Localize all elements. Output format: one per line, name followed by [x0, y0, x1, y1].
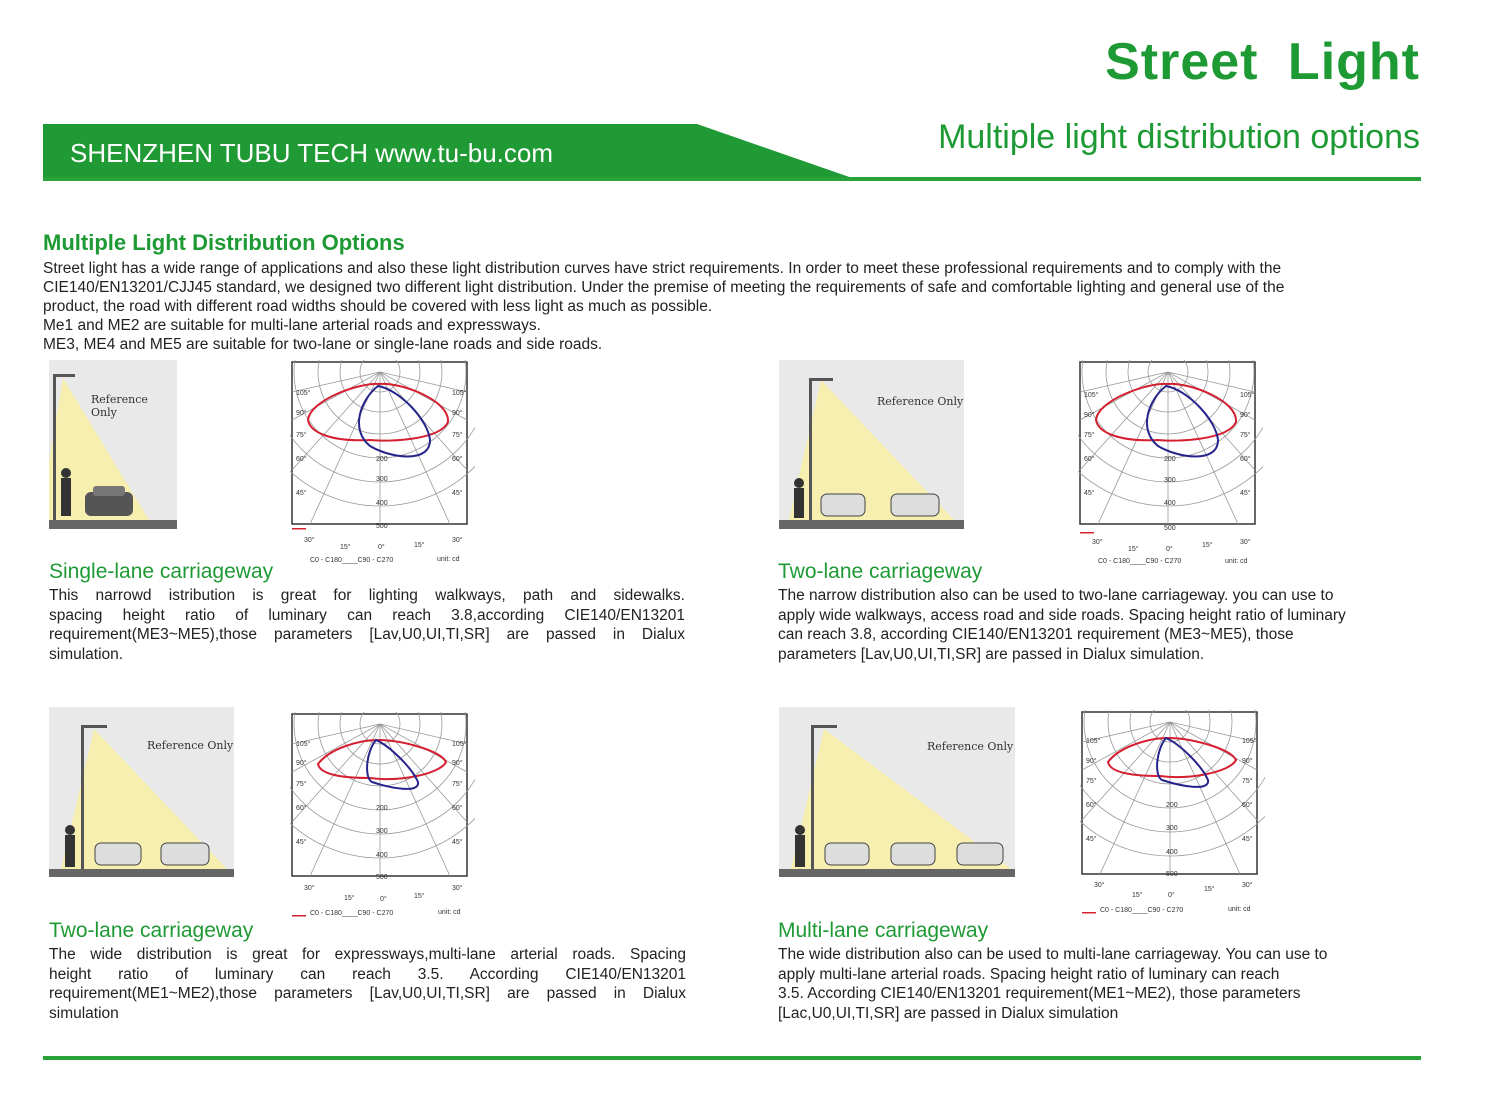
polar-bottom-angle: 0°	[378, 544, 385, 551]
polar-bottom-angle: 0°	[380, 896, 387, 903]
card-text	[49, 586, 685, 664]
polar-angle-label: 60°	[1086, 802, 1097, 809]
bottom-divider	[43, 1056, 1421, 1060]
road-illustration-graphic	[779, 360, 964, 529]
polar-labels	[290, 712, 475, 922]
polar-angle-label: 60°	[296, 456, 307, 463]
card-text	[49, 945, 686, 1023]
polar-radial-label: 300	[1166, 825, 1178, 832]
polar-bottom-angle: 15°	[340, 544, 351, 551]
polar-bottom-angle: 15°	[1128, 546, 1139, 553]
polar-bottom-angle: 15°	[344, 895, 355, 902]
polar-angle-label: 105°	[452, 390, 467, 397]
polar-legend: C0 - C180____C90 - C270	[310, 910, 394, 917]
polar-radial-label: 400	[1164, 500, 1176, 507]
card-line: apply wide walkways, access road and side roads. Spacing height ratio of luminary	[778, 606, 1346, 624]
card-line: simulation	[49, 1004, 119, 1022]
road-illustration	[49, 707, 234, 877]
intro-line: ME3, ME4 and ME5 are suitable for two-lane or single-lane roads and side roads.	[43, 336, 603, 353]
polar-angle-label: 75°	[452, 432, 463, 439]
polar-angle-label: 90°	[452, 410, 463, 417]
card-line: The wide distribution is great for expressways,multi-lane arterial roads. Spacing	[49, 946, 686, 963]
polar-angle-label: 75°	[1242, 778, 1253, 785]
polar-angle-label: 105°	[296, 741, 311, 748]
polar-bottom-angle: 30°	[1242, 882, 1253, 889]
polar-radial-label: 200	[376, 805, 388, 812]
polar-angle-label: 105°	[1240, 392, 1255, 399]
card-line: can reach 3.8, according CIE140/EN13201 requirement (ME3~ME5), those	[778, 626, 1294, 643]
polar-labels	[1080, 710, 1265, 920]
polar-angle-label: 105°	[1242, 738, 1257, 745]
card-title: Multi-lane carriageway	[778, 919, 989, 942]
polar-bottom-angle: 15°	[1202, 542, 1213, 549]
card-line: simulation.	[49, 645, 124, 663]
road-illustration-graphic	[779, 707, 1015, 877]
polar-angle-label: 45°	[1240, 490, 1251, 497]
polar-angle-label: 45°	[1086, 836, 1097, 843]
road-illustration	[49, 360, 177, 529]
polar-bottom-angle: 30°	[304, 537, 315, 544]
polar-angle-label: 90°	[296, 760, 307, 767]
polar-angle-label: 45°	[452, 839, 463, 846]
polar-radial-label: 500	[376, 523, 388, 530]
company-line: SHENZHEN TUBU TECH www.tu-bu.com	[70, 138, 554, 168]
polar-angle-label: 75°	[452, 781, 463, 788]
polar-angle-label: 90°	[452, 760, 463, 767]
polar-radial-label: 500	[1164, 525, 1176, 532]
polar-bottom-angle: 30°	[1240, 539, 1251, 546]
polar-unit: unit: cd	[1228, 906, 1251, 913]
polar-angle-label: 60°	[452, 456, 463, 463]
polar-legend: C0 - C180____C90 - C270	[1100, 907, 1184, 914]
card-line: spacing height ratio of luminary can reach 3.8,according CIE140/EN13201	[49, 606, 685, 624]
polar-radial-label: 200	[1166, 802, 1178, 809]
road-illustration-graphic	[49, 360, 177, 529]
polar-bottom-angle: 15°	[414, 893, 425, 900]
card-title: Two-lane carriageway	[49, 919, 254, 942]
intro-line: product, the road with different road widths should be covered with less light as much as possible.	[43, 298, 713, 315]
card-line: [Lac,U0,UI,TI,SR] are passed in Dialux simulation	[778, 1004, 1119, 1022]
polar-angle-label: 75°	[1086, 778, 1097, 785]
polar-angle-label: 45°	[1242, 836, 1253, 843]
polar-radial-label: 400	[376, 500, 388, 507]
polar-bottom-angle: 15°	[414, 542, 425, 549]
card-text	[778, 945, 1438, 1023]
card-line: The wide distribution also can be used to multi-lane carriageway. You can use to	[778, 946, 1328, 963]
intro-line: CIE140/EN13201/CJJ45 standard, we designed two different light distribution. Under the premise of meeting the requirements of safe and comfortable lighting and general use of the	[43, 279, 1285, 296]
polar-angle-label: 75°	[296, 781, 307, 788]
polar-angle-label: 105°	[1084, 392, 1099, 399]
polar-angle-label: 90°	[1242, 758, 1253, 765]
card-text	[778, 586, 1438, 664]
polar-radial-label: 300	[1164, 477, 1176, 484]
polar-bottom-angle: 15°	[1132, 892, 1143, 899]
card-title: Two-lane carriageway	[778, 560, 983, 583]
card-title: Single-lane carriageway	[49, 560, 274, 583]
polar-angle-label: 45°	[296, 839, 307, 846]
intro-line: Street light has a wide range of applications and also these light distribution curves have strict requirements. In order to meet these professional requirements and to comply with the	[43, 260, 1282, 277]
reference-label: Reference Only	[877, 395, 964, 408]
card-line: 3.5. According CIE140/EN13201 requirement(ME1~ME2), those parameters	[778, 985, 1301, 1002]
polar-angle-label: 90°	[1240, 412, 1251, 419]
polar-radial-label: 300	[376, 476, 388, 483]
polar-bottom-angle: 30°	[304, 885, 315, 892]
road-illustration-graphic	[49, 707, 234, 877]
polar-unit: unit: cd	[438, 909, 461, 916]
polar-angle-label: 105°	[1086, 738, 1101, 745]
polar-angle-label: 90°	[1084, 412, 1095, 419]
polar-unit: unit: cd	[437, 556, 460, 563]
polar-radial-label: 300	[376, 828, 388, 835]
polar-angle-label: 60°	[296, 805, 307, 812]
polar-radial-label: 500	[376, 874, 388, 881]
polar-labels	[290, 360, 475, 570]
section-heading: Multiple Light Distribution Options	[43, 230, 405, 255]
polar-radial-label: 200	[1164, 456, 1176, 463]
intro-paragraph	[43, 259, 1443, 354]
polar-angle-label: 105°	[452, 741, 467, 748]
polar-radial-label: 400	[376, 852, 388, 859]
polar-bottom-angle: 30°	[1094, 882, 1105, 889]
card-line: apply multi-lane arterial roads. Spacing height ratio of luminary can reach	[778, 965, 1280, 983]
card-line: height ratio of luminary can reach 3.5. According CIE140/EN13201	[49, 965, 686, 983]
polar-angle-label: 60°	[452, 805, 463, 812]
polar-angle-label: 90°	[1086, 758, 1097, 765]
card-line: This narrowd istribution is great for lighting walkways, path and sidewalks.	[49, 587, 685, 604]
polar-angle-label: 75°	[296, 432, 307, 439]
card-line: requirement(ME3~ME5),those parameters [Lav,U0,UI,TI,SR] are passed in Dialux	[49, 626, 685, 643]
road-illustration	[779, 360, 964, 529]
polar-angle-label: 60°	[1084, 456, 1095, 463]
reference-label: Reference Only	[91, 393, 148, 419]
polar-angle-label: 75°	[1084, 432, 1095, 439]
polar-legend: C0 - C180____C90 - C270	[310, 557, 394, 564]
polar-angle-label: 75°	[1240, 432, 1251, 439]
polar-radial-label: 200	[376, 456, 388, 463]
polar-angle-label: 60°	[1242, 802, 1253, 809]
polar-bottom-angle: 0°	[1168, 892, 1175, 899]
polar-bottom-angle: 15°	[1204, 886, 1215, 893]
card-line: The narrow distribution also can be used to two-lane carriageway. you can use to	[778, 587, 1334, 604]
polar-angle-label: 60°	[1240, 456, 1251, 463]
reference-label: Reference Only	[927, 740, 1014, 753]
page-subtitle: Multiple light distribution options	[938, 118, 1420, 156]
page-title: Street Light	[1105, 33, 1420, 91]
reference-label: Reference Only	[147, 739, 234, 752]
polar-bottom-angle: 30°	[452, 537, 463, 544]
road-illustration	[779, 707, 1015, 877]
polar-unit: unit: cd	[1225, 558, 1248, 565]
polar-angle-label: 45°	[296, 490, 307, 497]
polar-radial-label: 500	[1166, 871, 1178, 878]
polar-angle-label: 45°	[452, 490, 463, 497]
polar-radial-label: 400	[1166, 849, 1178, 856]
card-line: parameters [Lav,U0,UI,TI,SR] are passed in Dialux simulation.	[778, 645, 1205, 663]
polar-angle-label: 90°	[296, 410, 307, 417]
top-divider	[43, 177, 1421, 181]
polar-bottom-angle: 0°	[1166, 546, 1173, 553]
intro-line: Me1 and ME2 are suitable for multi-lane arterial roads and expressways.	[43, 317, 541, 334]
polar-bottom-angle: 30°	[452, 885, 463, 892]
polar-angle-label: 105°	[296, 390, 311, 397]
card-line: requirement(ME1~ME2),those parameters [Lav,U0,UI,TI,SR] are passed in Dialux	[49, 985, 686, 1002]
polar-legend: C0 - C180____C90 - C270	[1098, 558, 1182, 565]
polar-labels	[1078, 362, 1263, 572]
polar-angle-label: 45°	[1084, 490, 1095, 497]
polar-bottom-angle: 30°	[1092, 539, 1103, 546]
